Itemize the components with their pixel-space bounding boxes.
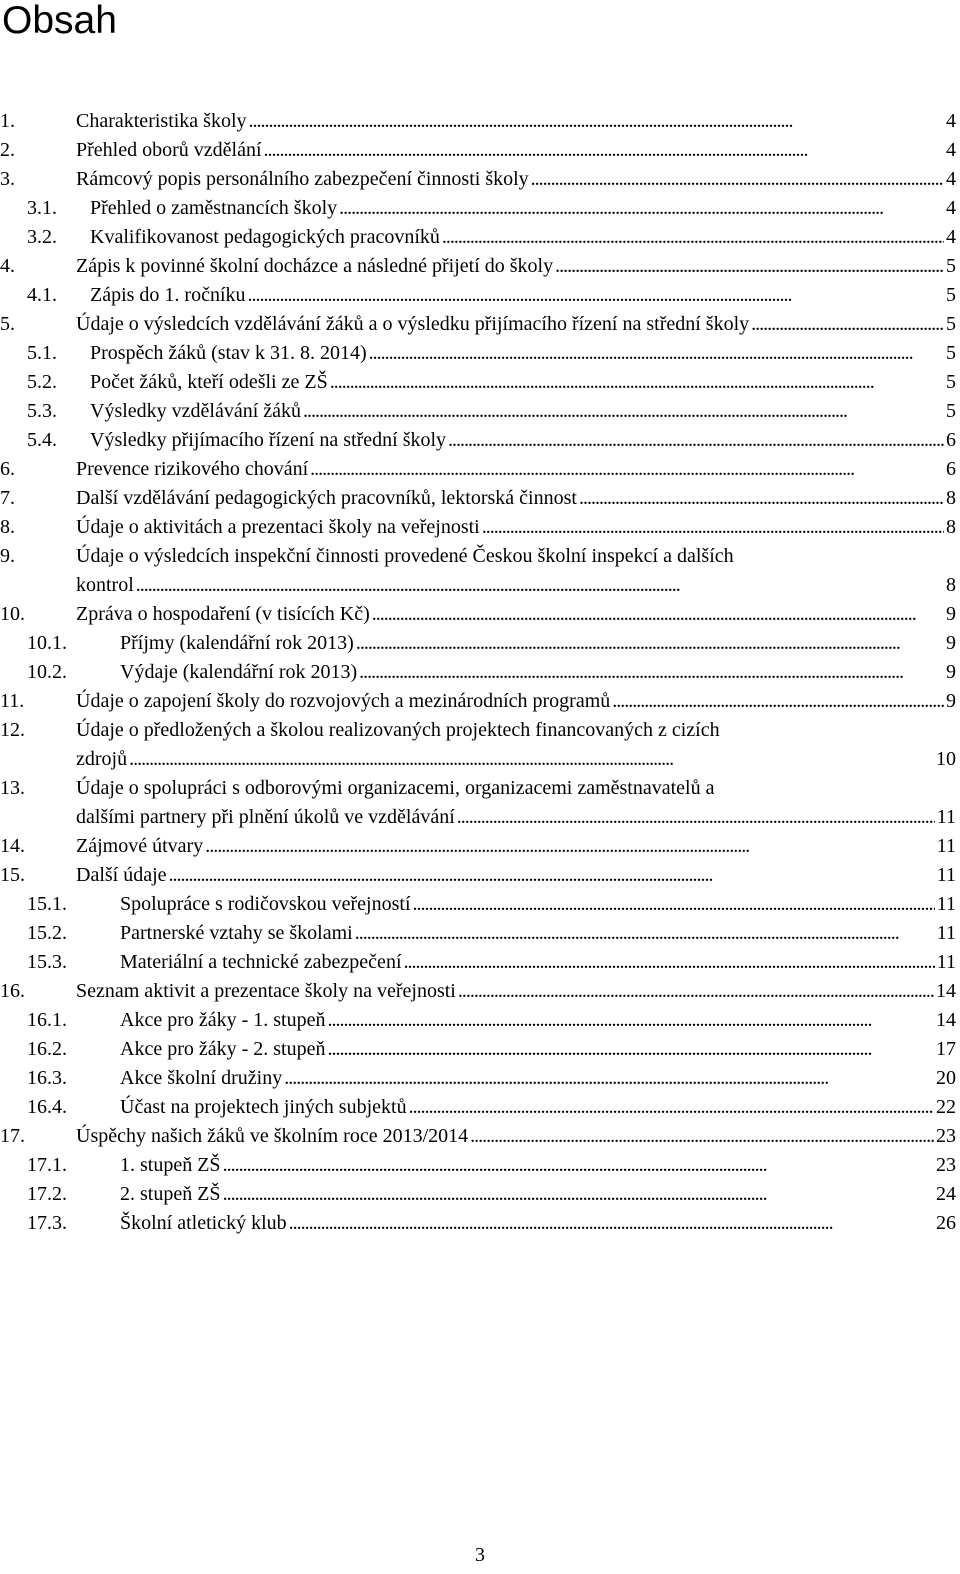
dot-leader [249, 107, 944, 136]
toc-entry[interactable] [0, 513, 956, 542]
toc-entry[interactable] [0, 977, 956, 1006]
toc-entry-title: Přehled o zaměstnancích školy [90, 197, 338, 219]
toc-entry-number: 7. [0, 487, 15, 509]
toc-entry-title: 1. stupeň ZŠ [120, 1154, 221, 1176]
dot-leader [223, 1180, 934, 1209]
toc-entry-page: 6 [946, 429, 956, 451]
dot-leader [264, 136, 945, 165]
dot-leader [531, 165, 944, 194]
toc-entry-title: Prospěch žáků (stav k 31. 8. 2014) [90, 342, 367, 364]
toc-entry-number: 5. [0, 313, 15, 335]
toc-entry-number: 4. [0, 255, 15, 277]
toc-entry-page: 4 [946, 139, 956, 161]
toc-entry[interactable] [0, 890, 956, 919]
toc-entry-page: 4 [946, 110, 956, 132]
dot-leader [448, 426, 944, 455]
toc-entry-number: 15.1. [27, 893, 67, 915]
toc-entry[interactable] [0, 832, 956, 861]
toc-entry-number: 13. [0, 777, 25, 799]
toc-entry[interactable] [0, 165, 956, 194]
toc-entry-page: 8 [946, 487, 956, 509]
toc-entry-number: 17.2. [27, 1183, 67, 1205]
dot-leader [458, 977, 934, 1006]
toc-entry-title: Počet žáků, kteří odešli ze ZŠ [90, 371, 328, 393]
toc-entry-title: dalšími partnery při plnění úkolů ve vzdělávání [76, 806, 455, 828]
toc-entry-title: zdrojů [76, 748, 128, 770]
toc-entry-title-first-line: Údaje o předložených a školou realizovaných projektech financovaných z cizích [76, 719, 720, 741]
toc-entry-number: 14. [0, 835, 25, 857]
toc-entry-page: 9 [946, 661, 956, 683]
toc-entry-number: 16. [0, 980, 25, 1002]
dot-leader [136, 571, 944, 600]
dot-leader [369, 339, 944, 368]
toc-entry-number: 1. [0, 110, 15, 132]
toc-entry-title: Příjmy (kalendářní rok 2013) [120, 632, 354, 654]
toc-entry-page: 17 [936, 1038, 956, 1060]
toc-entry-page: 4 [946, 168, 956, 190]
toc-entry-title: Další údaje [76, 864, 167, 886]
toc-entry-number: 4.1. [27, 284, 57, 306]
toc-entry-page: 5 [946, 371, 956, 393]
toc-entry-number: 15.2. [27, 922, 67, 944]
dot-leader [310, 455, 944, 484]
toc-entry-number: 15. [0, 864, 25, 886]
dot-leader [404, 948, 935, 977]
dot-leader [339, 194, 944, 223]
toc-entry[interactable] [0, 1064, 956, 1093]
toc-entry-page: 6 [946, 458, 956, 480]
toc-entry-page: 9 [946, 690, 956, 712]
dot-leader [284, 1064, 934, 1093]
toc-entry-title: Akce pro žáky - 2. stupeň [120, 1038, 326, 1060]
toc-entry-title-first-line: Údaje o spolupráci s odborovými organizacemi, organizacemi zaměstnavatelů a [76, 777, 715, 799]
toc-entry-number: 16.4. [27, 1096, 67, 1118]
toc-entry[interactable] [0, 368, 956, 397]
toc-entry-number: 17. [0, 1125, 25, 1147]
toc-entry-title: Spolupráce s rodičovskou veřejností [120, 893, 411, 915]
toc-entry-page: 5 [946, 255, 956, 277]
toc-entry[interactable] [0, 658, 956, 687]
toc-entry-title: Další vzdělávání pedagogických pracovníků, lektorská činnost [76, 487, 577, 509]
toc-entry-page: 11 [936, 893, 956, 915]
toc-entry-number: 10.2. [27, 661, 67, 683]
toc-entry-title-first-line: Údaje o výsledcích inspekční činnosti provedené Českou školní inspekcí a dalších [76, 545, 734, 567]
toc-entry-number: 2. [0, 139, 15, 161]
page-title: Obsah [2, 0, 117, 42]
toc-entry[interactable] [0, 1180, 956, 1209]
toc-entry[interactable] [0, 310, 956, 339]
toc-entry[interactable] [0, 716, 956, 774]
dot-leader [612, 687, 944, 716]
dot-leader [129, 745, 934, 774]
toc-entry[interactable] [0, 1093, 956, 1122]
toc-entry[interactable] [0, 484, 956, 513]
toc-entry-page: 5 [946, 284, 956, 306]
toc-entry-number: 15.3. [27, 951, 67, 973]
toc-entry-number: 5.1. [27, 342, 57, 364]
dot-leader [409, 1093, 934, 1122]
toc-entry[interactable] [0, 1006, 956, 1035]
toc-entry-number: 9. [0, 545, 15, 567]
toc-entry-title: Partnerské vztahy se školami [120, 922, 353, 944]
toc-entry-title: Akce pro žáky - 1. stupeň [120, 1009, 326, 1031]
dot-leader [482, 513, 944, 542]
toc-entry-title: Charakteristika školy [76, 110, 247, 132]
toc-entry-title: Výsledky vzdělávání žáků [90, 400, 302, 422]
dot-leader [555, 252, 944, 281]
toc-entry[interactable] [0, 397, 956, 426]
dot-leader [442, 223, 944, 252]
toc-entry-page: 22 [936, 1096, 956, 1118]
toc-entry-title: Výdaje (kalendářní rok 2013) [120, 661, 358, 683]
toc-entry-title: Přehled oborů vzdělání [76, 139, 262, 161]
toc-entry[interactable] [0, 1122, 956, 1151]
toc-entry-page: 11 [936, 835, 956, 857]
toc-entry[interactable] [0, 107, 956, 136]
dot-leader [751, 310, 944, 339]
toc-entry[interactable] [0, 600, 956, 629]
toc-entry-number: 5.4. [27, 429, 57, 451]
toc-entry-title: Zájmové útvary [76, 835, 204, 857]
toc-entry-title: Školní atletický klub [120, 1212, 287, 1234]
toc-entry-title: Úspěchy našich žáků ve školním roce 2013/2014 [76, 1125, 469, 1147]
toc-entry-title: Prevence rizikového chování [76, 458, 309, 480]
toc-entry[interactable] [0, 629, 956, 658]
dot-leader [248, 281, 944, 310]
toc-entry-title: Zápis k povinné školní docházce a následné přijetí do školy [76, 255, 554, 277]
toc-entry-title: Rámcový popis personálního zabezpečení činnosti školy [76, 168, 529, 190]
dot-leader [413, 890, 935, 919]
toc-entry-title: 2. stupeň ZŠ [120, 1183, 221, 1205]
toc-entry[interactable] [0, 194, 956, 223]
toc-entry-number: 10.1. [27, 632, 67, 654]
toc-entry-page: 11 [936, 806, 956, 828]
toc-entry[interactable] [0, 542, 956, 600]
toc-entry-page: 8 [946, 574, 956, 596]
toc-entry-number: 3.1. [27, 197, 57, 219]
toc-entry-page: 11 [936, 951, 956, 973]
dot-leader [289, 1209, 934, 1238]
toc-entry[interactable] [0, 861, 956, 890]
toc-entry[interactable] [0, 1151, 956, 1180]
toc-entry[interactable] [0, 919, 956, 948]
dot-leader [372, 600, 944, 629]
page-number: 3 [475, 1544, 485, 1566]
toc-entry[interactable] [0, 252, 956, 281]
toc-entry-page: 5 [946, 342, 956, 364]
toc-entry-number: 8. [0, 516, 15, 538]
toc-entry-page: 5 [946, 313, 956, 335]
toc-entry-title: Kvalifikovanost pedagogických pracovníků [90, 226, 440, 248]
toc-entry[interactable] [0, 281, 956, 310]
dot-leader [359, 658, 944, 687]
toc-entry-number: 11. [0, 690, 25, 712]
toc-entry-page: 11 [936, 922, 956, 944]
dot-leader [355, 919, 935, 948]
toc-entry-page: 10 [936, 748, 956, 770]
toc-entry-number: 16.3. [27, 1067, 67, 1089]
toc-entry[interactable] [0, 687, 956, 716]
toc-entry-page: 24 [936, 1183, 956, 1205]
toc-entry-page: 4 [946, 226, 956, 248]
dot-leader [470, 1122, 934, 1151]
dot-leader [328, 1035, 935, 1064]
toc-entry-number: 16.1. [27, 1009, 67, 1031]
toc-entry-title: Účast na projektech jiných subjektů [120, 1096, 407, 1118]
toc-entry[interactable] [0, 774, 956, 832]
toc-entry-number: 12. [0, 719, 25, 741]
toc-entry-title: Údaje o výsledcích vzdělávání žáků a o výsledku přijímacího řízení na střední školy [76, 313, 750, 335]
toc-entry[interactable] [0, 223, 956, 252]
dot-leader [356, 629, 944, 658]
dot-leader [223, 1151, 934, 1180]
dot-leader [205, 832, 935, 861]
dot-leader [457, 803, 935, 832]
toc-entry-number: 6. [0, 458, 15, 480]
toc-entry-title: Údaje o aktivitách a prezentaci školy na veřejnosti [76, 516, 480, 538]
toc-entry-page: 5 [946, 400, 956, 422]
toc-entry-number: 17.1. [27, 1154, 67, 1176]
toc-entry[interactable] [0, 136, 956, 165]
toc-entry-title: Akce školní družiny [120, 1067, 283, 1089]
toc-entry-number: 10. [0, 603, 25, 625]
toc-entry-title: Výsledky přijímacího řízení na střední školy [90, 429, 447, 451]
toc-entry-number: 16.2. [27, 1038, 67, 1060]
toc-entry-number: 5.2. [27, 371, 57, 393]
dot-leader [330, 368, 944, 397]
dot-leader [579, 484, 944, 513]
toc-entry-title: Zpráva o hospodaření (v tisících Kč) [76, 603, 370, 625]
toc-entry-title: kontrol [76, 574, 134, 596]
toc-entry-page: 14 [936, 1009, 956, 1031]
toc-entry-number: 3.2. [27, 226, 57, 248]
toc-entry-page: 23 [936, 1125, 956, 1147]
toc-entry-number: 5.3. [27, 400, 57, 422]
toc-entry-number: 3. [0, 168, 15, 190]
table-of-contents [0, 107, 956, 1238]
toc-entry-page: 23 [936, 1154, 956, 1176]
toc-entry-page: 20 [936, 1067, 956, 1089]
toc-entry-page: 9 [946, 632, 956, 654]
toc-entry[interactable] [0, 426, 956, 455]
toc-entry[interactable] [0, 1035, 956, 1064]
toc-entry[interactable] [0, 948, 956, 977]
dot-leader [328, 1006, 935, 1035]
toc-entry-page: 14 [936, 980, 956, 1002]
toc-entry-page: 11 [936, 864, 956, 886]
dot-leader [169, 861, 935, 890]
toc-entry-page: 4 [946, 197, 956, 219]
toc-entry-title: Seznam aktivit a prezentace školy na veřejnosti [76, 980, 456, 1002]
toc-entry-page: 26 [936, 1212, 956, 1234]
toc-entry-title: Materiální a technické zabezpečení [120, 951, 402, 973]
toc-entry[interactable] [0, 1209, 956, 1238]
toc-entry-title: Údaje o zapojení školy do rozvojových a mezinárodních programů [76, 690, 611, 712]
dot-leader [303, 397, 944, 426]
toc-entry[interactable] [0, 339, 956, 368]
toc-entry-number: 17.3. [27, 1212, 67, 1234]
toc-entry[interactable] [0, 455, 956, 484]
toc-entry-page: 9 [946, 603, 956, 625]
toc-entry-page: 8 [946, 516, 956, 538]
toc-entry-title: Zápis do 1. ročníku [90, 284, 246, 306]
